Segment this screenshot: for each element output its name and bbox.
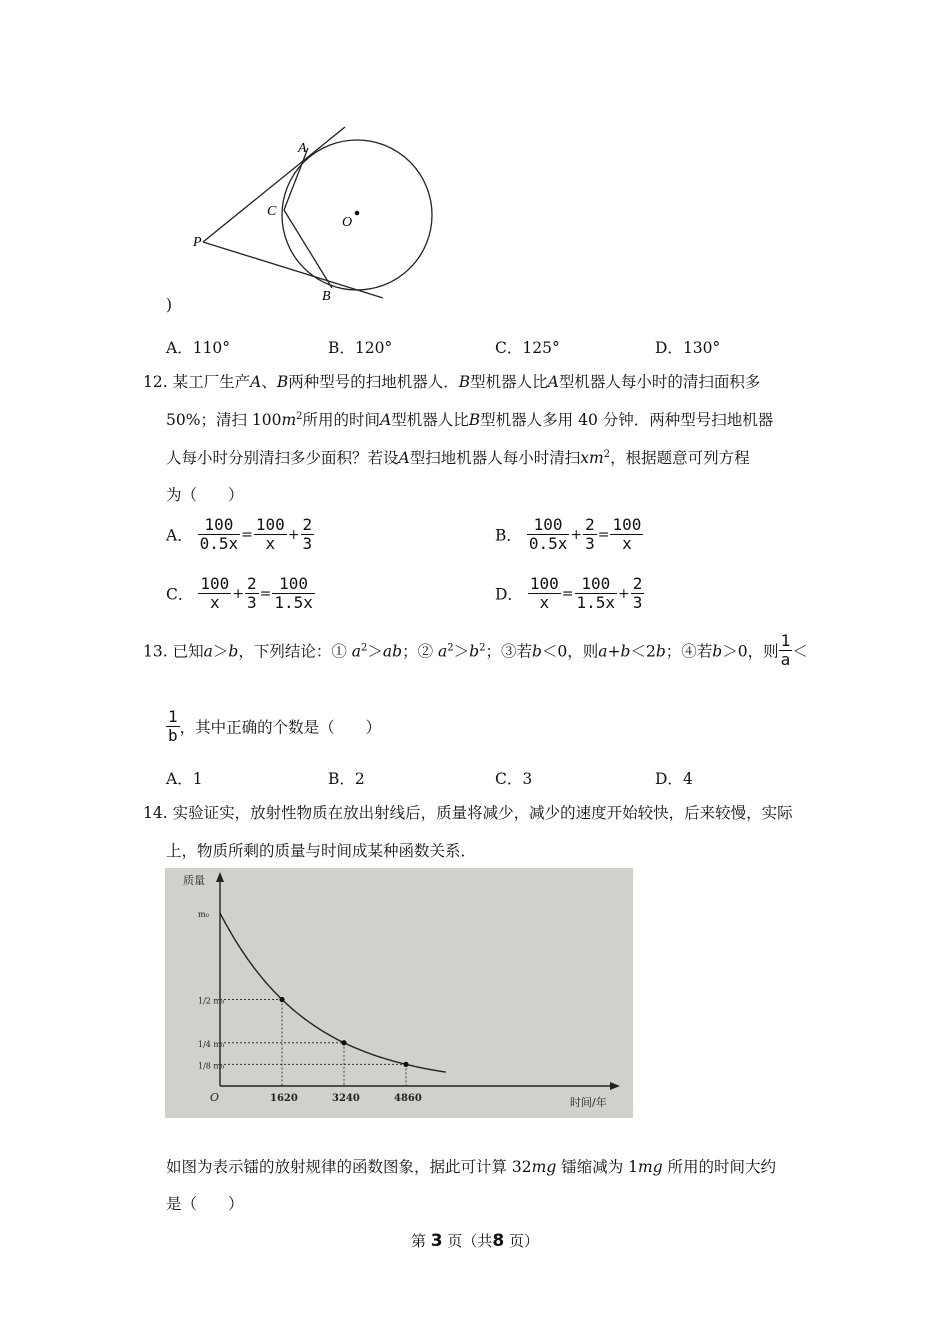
chart-svg <box>165 868 633 1118</box>
origin-label: O <box>210 1091 220 1104</box>
geometry-figure <box>180 120 450 310</box>
x-tick-label-3: 4860 <box>394 1093 422 1104</box>
q11-paren: ) <box>166 296 173 314</box>
data-point-3 <box>403 1062 408 1067</box>
chord-ac <box>284 148 308 210</box>
q11-option-c: C．125° <box>495 339 560 357</box>
q11-option-a: A．110° <box>166 339 231 357</box>
q12-line3: 人每小时分别清扫多少面积？若设A型扫地机器人每小时清扫$xm^2$，根据题意可列方程 <box>166 448 750 467</box>
q12-option-d: D． $\frac{100}{x}$ = $\frac{100}{1.5x}$ + $\frac{2}{3}$ <box>495 574 643 612</box>
total-pages: 8 <box>492 1231 505 1251</box>
tangent-pb <box>203 242 383 298</box>
y-tick-label-3: 1/8 m₀ <box>198 1061 225 1071</box>
q12-line1: 12. 某工厂生产A、B两种型号的扫地机器人．B型机器人比A型机器人每小时的清扫面积多 <box>143 373 761 391</box>
label-b: B <box>322 289 331 304</box>
label-a: A <box>298 141 307 156</box>
label-c: C <box>267 204 277 219</box>
y-tick-label-1: 1/2 m₀ <box>198 996 225 1006</box>
data-point-1 <box>279 997 284 1002</box>
x-axis-arrow <box>610 1082 620 1090</box>
label-o: O <box>342 215 353 230</box>
q14-after-line1: 如图为表示镭的放射规律的函数图象，据此可计算 32mg 镭缩减为 1mg 所用的时间大约 <box>166 1158 777 1176</box>
x-tick-label-1: 1620 <box>270 1093 298 1104</box>
q14-line2: 上，物质所剩的质量与时间成某种函数关系． <box>166 842 477 860</box>
tangent-pa <box>203 127 345 242</box>
y-axis-label: 质量 <box>183 874 205 887</box>
page-footer: 第 3 页（共8 页） <box>410 1231 540 1251</box>
radium-decay-chart <box>165 868 633 1118</box>
y-axis-arrow <box>216 872 224 882</box>
q12-line4: 为（ ） <box>166 486 244 504</box>
label-p: P <box>193 235 202 250</box>
q13-option-c: C．3 <box>495 770 533 788</box>
q13-option-d: D．4 <box>655 770 693 788</box>
x-axis-label: 时间/年 <box>570 1096 607 1109</box>
y-tick-label-2: 1/4 m₀ <box>198 1039 225 1049</box>
q11-option-d: D．130° <box>655 339 721 357</box>
q12-option-c: C． $\frac{100}{x}$ + $\frac{2}{3}$ = $\frac{100}{1.5x}$ <box>166 574 313 612</box>
chord-cb <box>284 210 332 288</box>
decay-curve <box>220 913 446 1072</box>
q14-after-line2: 是（ ） <box>166 1195 244 1213</box>
q11-option-b: B．120° <box>328 339 393 357</box>
q13-line2: $\frac{1}{b}$ ，其中正确的个数是（ ） <box>168 707 382 745</box>
q12-option-b: B． $\frac{100}{0.5x}$ + $\frac{2}{3}$ = $\frac{100}{x}$ <box>495 515 642 553</box>
q13-option-b: B．2 <box>328 770 365 788</box>
x-tick-label-2: 3240 <box>332 1093 360 1104</box>
y-tick-label-0: m₀ <box>198 910 209 919</box>
q13-option-a: A．1 <box>166 770 203 788</box>
data-point-2 <box>341 1040 346 1045</box>
q14-line1: 14. 实验证实，放射性物质在放出射线后，质量将减少，减少的速度开始较快，后来较慢，实际 <box>143 804 793 822</box>
q12-option-a: A． $\frac{100}{0.5x}$ = $\frac{100}{x}$ + $\frac{2}{3}$ <box>166 515 313 553</box>
q13-line1: 13. 已知a＞b，下列结论：① $a^2>ab$；② $a^2>b^2$；③若b＜0，则a+b＜2b；④若b＞0，则 $\frac{1}{a}$ ＜ <box>143 631 808 669</box>
q12-line2: 50%；清扫 $100m^2$所用的时间A型机器人比B型机器人多用 40 分钟．两种型号扫地机器 <box>166 410 774 429</box>
current-page: 3 <box>430 1231 443 1251</box>
center-point <box>355 211 360 216</box>
